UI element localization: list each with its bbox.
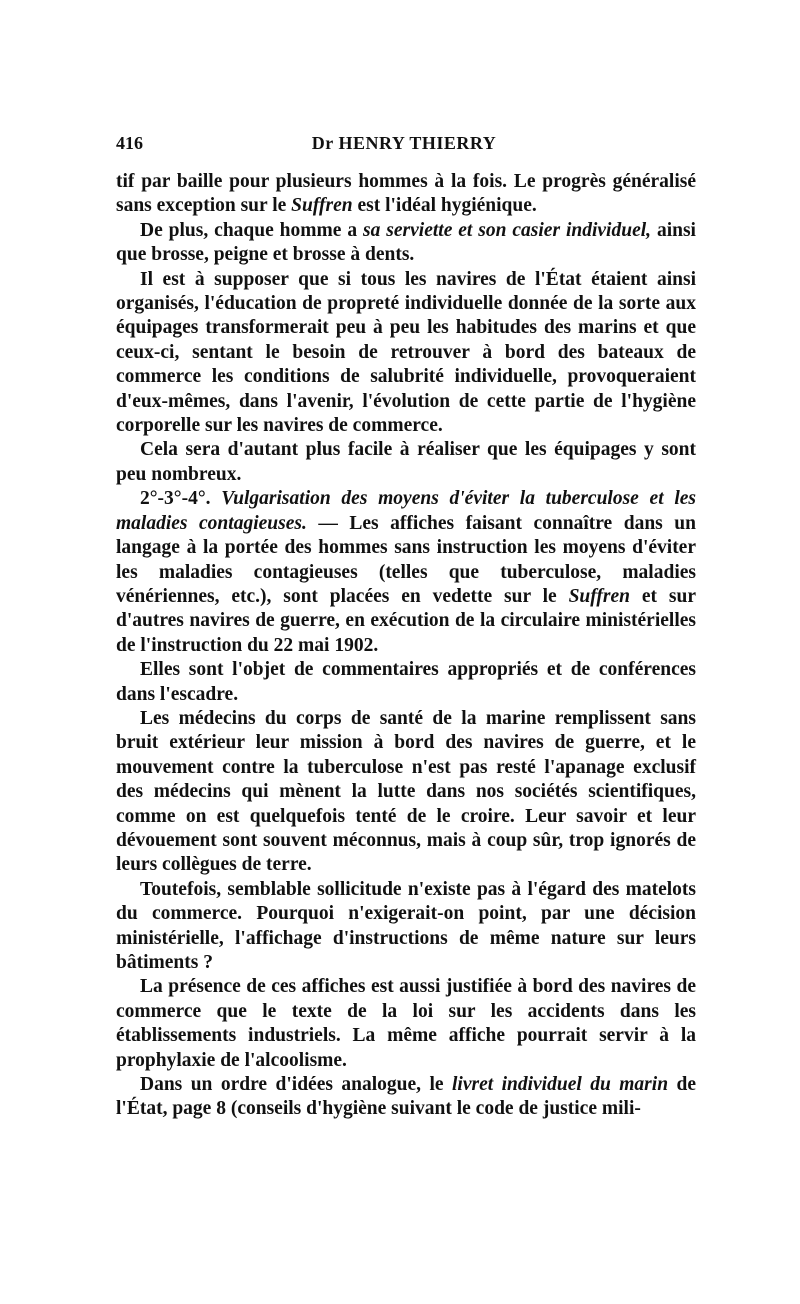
paragraph [116, 658, 696, 707]
paragraph [116, 170, 696, 219]
italic-text: livret individuel du marin [452, 1074, 669, 1096]
italic-text: Vulgarisation des moyens d'éviter la tuberculose et les maladies contagieuses. [116, 488, 697, 534]
paragraph [116, 487, 696, 658]
page-header [116, 133, 692, 163]
text-run: Toutefois, semblable sollicitude n'existe pas à l'égard des matelots du commerce. Pourquoi n'exigerait-on point, par une décision ministérielle, l'affichage d'instructions de même nature sur leurs bâtiments ? [116, 878, 696, 973]
text-run: Cela sera d'autant plus facile à réaliser que les équipages y sont peu nombreux. [116, 439, 696, 485]
italic-text: Suffren [291, 195, 353, 217]
paragraph [116, 878, 696, 976]
text-run: et sur d'autres navires de guerre, en exécution de la circulaire ministérielles de l'instruction du 22 mai 1902. [116, 585, 696, 656]
paragraph [116, 707, 696, 878]
italic-text: Suffren [568, 585, 630, 607]
text-run: est l'idéal hygiénique. [352, 195, 537, 217]
text-run: Il est à supposer que si tous les navires de l'État étaient ainsi organisés, l'éducation de propreté individuelle donnée de la sorte aux équipages transformerait peu à peu les habitudes des marins et que ceux-ci, sentant le besoin de retrouver à bord des bateaux de commerce les conditions de salubrité individuelle, provoqueraient d'eux-mêmes, dans l'avenir, l'évolution de cette partie de l'hygiène corporelle sur les navires de commerce. [116, 268, 696, 437]
paragraph [116, 975, 696, 1073]
text-run: 2°-3°-4°. [140, 488, 222, 510]
paragraph [116, 219, 696, 268]
text-run: Elles sont l'objet de commentaires appropriés et de conférences dans l'escadre. [116, 659, 696, 705]
paragraph [116, 268, 696, 439]
body-text [116, 170, 696, 1122]
text-run: Les médecins du corps de santé de la marine remplissent sans bruit extérieur leur mission à bord des navires de guerre, et le mouvement contre la tuberculose n'est pas resté l'apanage exclusif des médecins qui mènent la lutte dans nos sociétés scientifiques, comme on est quelquefois tenté de le croire. Leur savoir et leur dévouement sont souvent méconnus, mais à coup sûr, trop ignorés de leurs collègues de terre. [116, 707, 696, 876]
text-run: de l'État, page 8 (conseils d'hygiène suivant le code de justice mili- [116, 1074, 696, 1120]
text-run: La présence de ces affiches est aussi justifiée à bord des navires de commerce que le texte de la loi sur les accidents dans les établissements industriels. La même affiche pourrait servir à la prophylaxie de l'alcoolisme. [116, 976, 696, 1071]
text-run: ainsi que brosse, peigne et brosse à dents. [116, 219, 696, 266]
running-head: Dr HENRY THIERRY [311, 133, 497, 153]
paragraph [116, 1073, 696, 1122]
italic-text: sa serviette et son casier individuel, [363, 219, 652, 241]
page-number: 416 [116, 133, 143, 153]
paragraph [116, 438, 696, 487]
text-run: tif par baille pour plusieurs hommes à la fois. Le progrès généralisé sans exception sur le [116, 171, 696, 217]
text-run: Dans un ordre d'idées analogue, le [140, 1074, 452, 1096]
text-run: — Les affiches faisant connaître dans un langage à la portée des hommes sans instruction les moyens d'éviter les maladies contagieuses (telles que tuberculose, maladies vénériennes, etc.), sont placées en vedette sur le [116, 512, 696, 607]
text-run: De plus, chaque homme a [140, 219, 364, 241]
